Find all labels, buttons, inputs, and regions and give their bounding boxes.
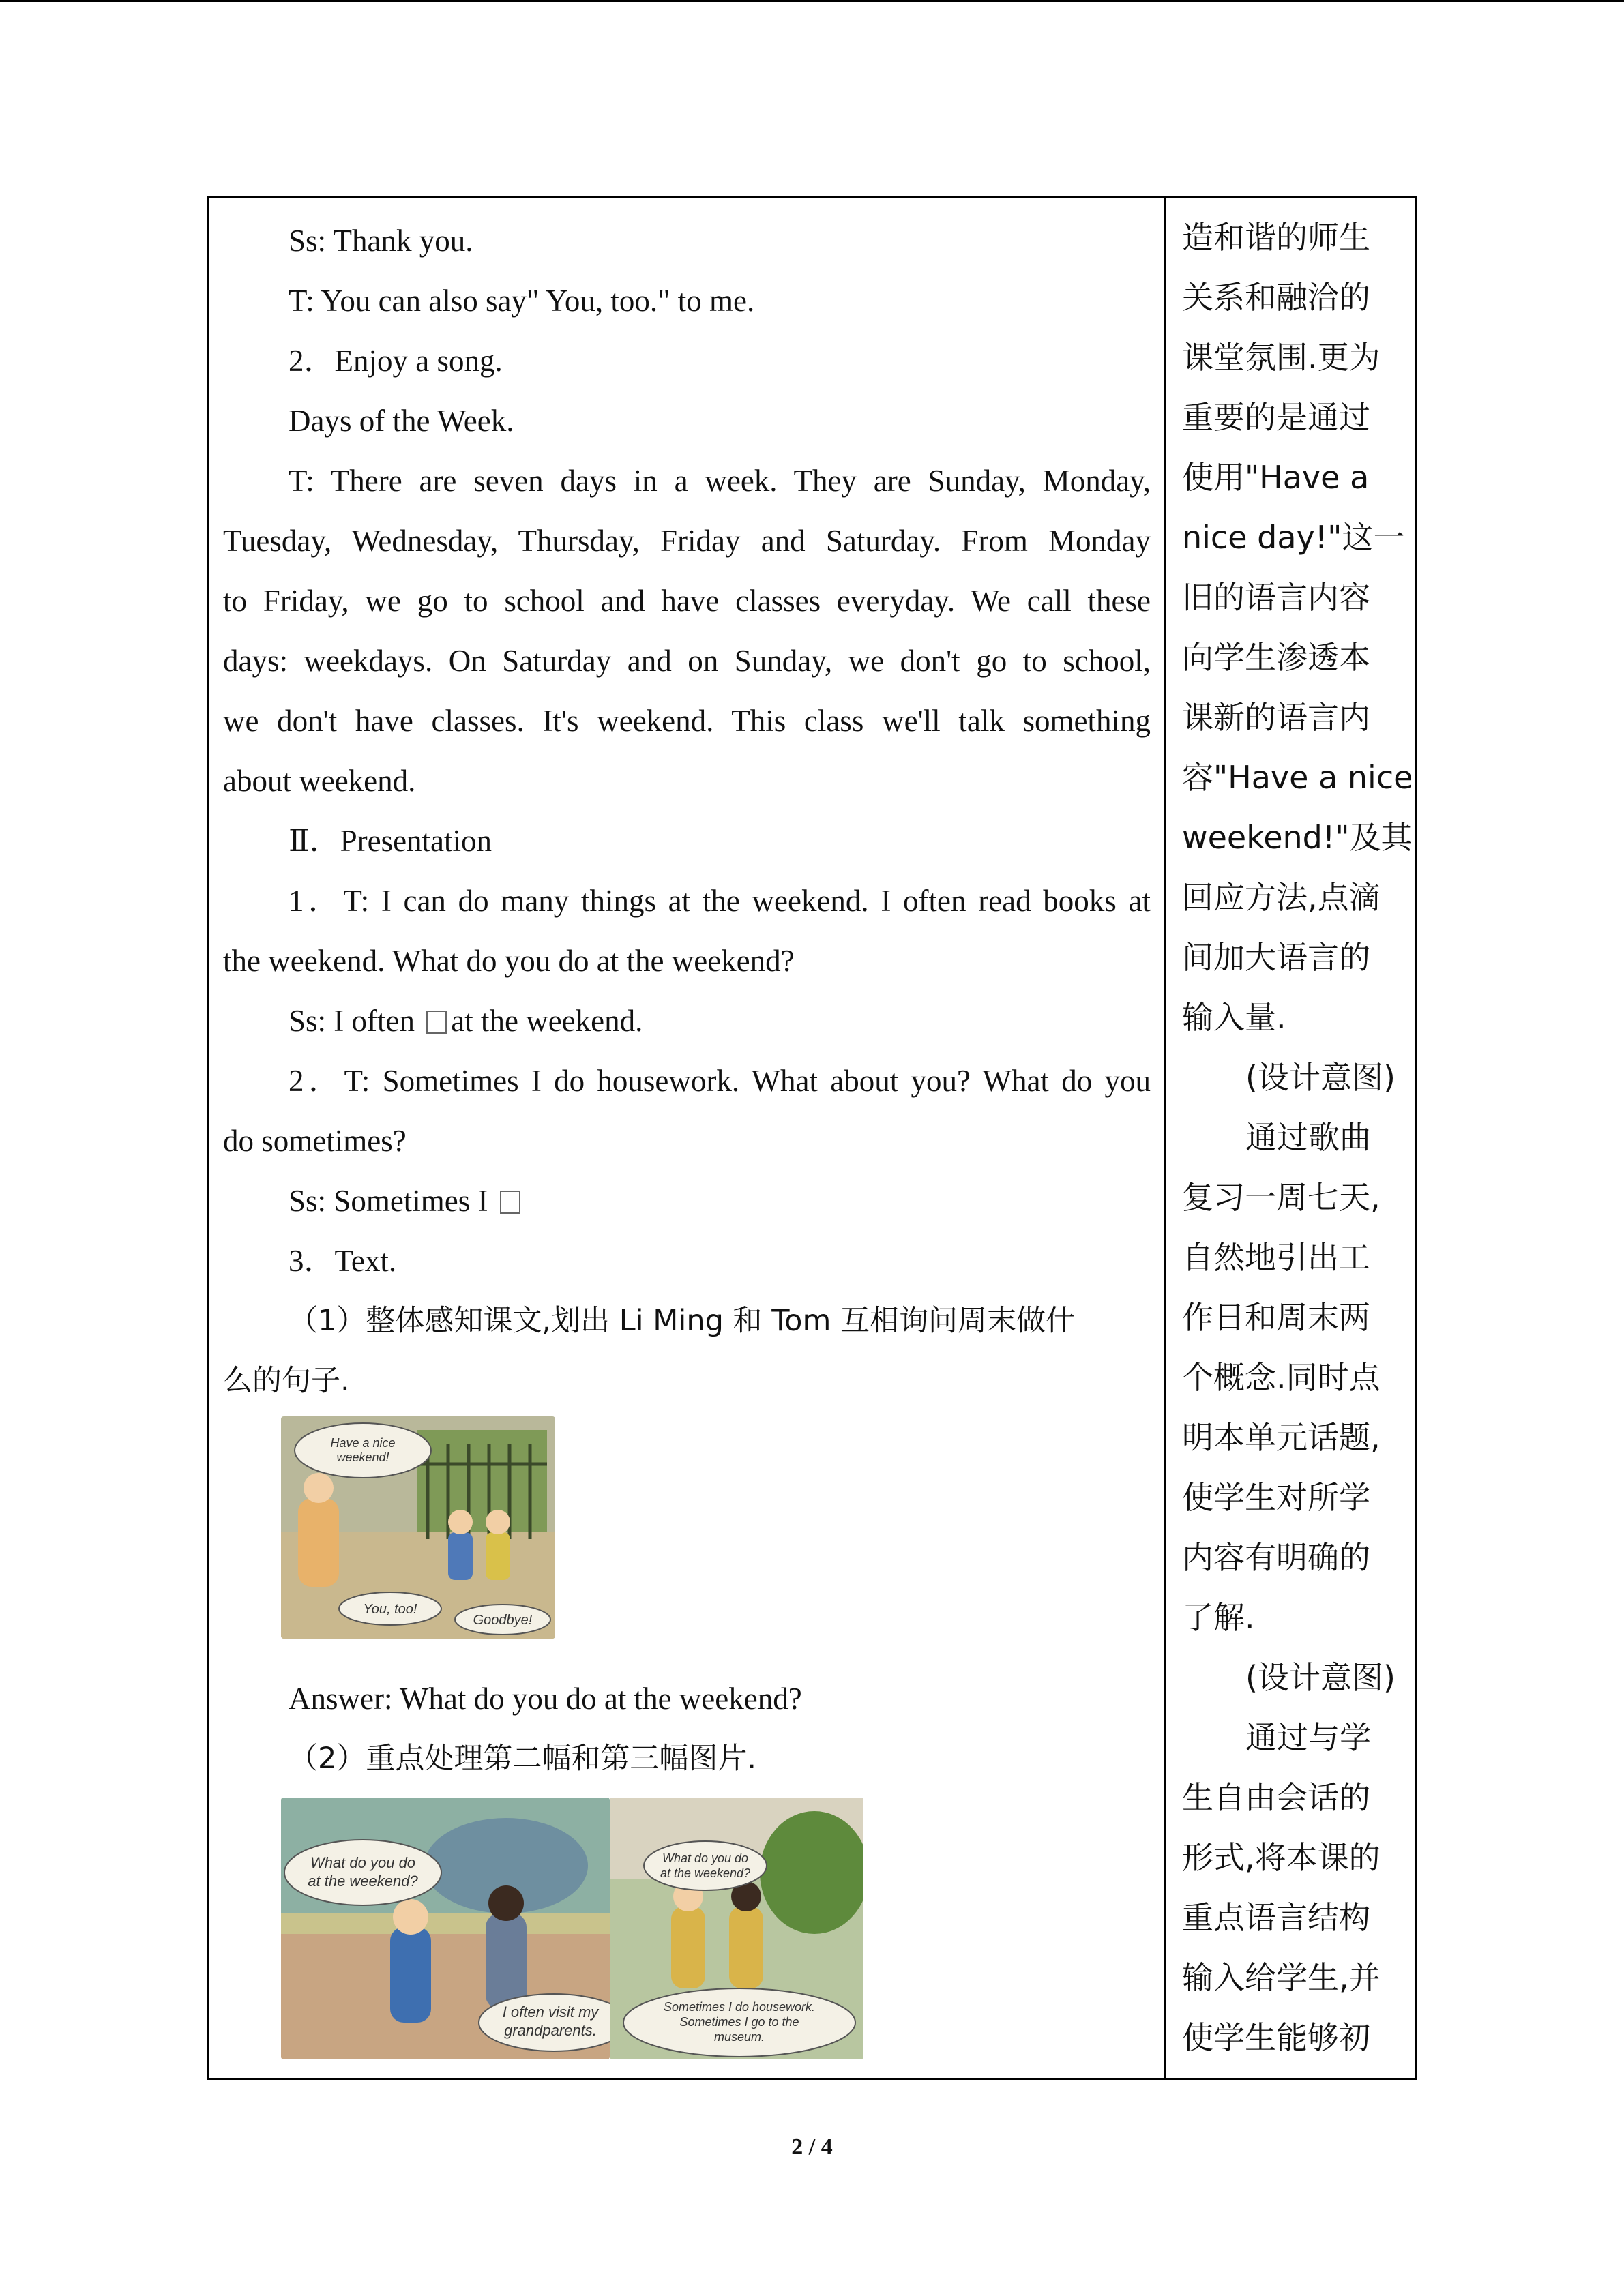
note-line: 通过与学 — [1245, 1719, 1371, 1756]
note-line: 自然地引出工 — [1182, 1239, 1370, 1276]
svg-text:I often visit my: I often visit my — [502, 2003, 599, 2021]
note-line: 回应方法,点滴 — [1182, 879, 1381, 916]
answer-line: Answer: What do you do at the weekend? — [289, 1682, 802, 1716]
svg-text:You, too!: You, too! — [363, 1602, 417, 1617]
svg-text:museum.: museum. — [713, 2030, 765, 2044]
note-line: 生自由会话的 — [1182, 1779, 1370, 1816]
note-line: 旧的语言内容 — [1182, 579, 1370, 616]
textbook-picture-1 — [281, 1416, 555, 1639]
task-line: （2）重点处理第二幅和第三幅图片. — [289, 1742, 757, 1776]
note-line: 容"Have a nice — [1182, 759, 1413, 796]
dialog-line: Ss: Thank you. — [289, 224, 473, 258]
note-line: 复习一周七天, — [1182, 1179, 1381, 1216]
svg-text:What do you do: What do you do — [310, 1854, 416, 1871]
note-line: 课新的语言内 — [1182, 699, 1370, 736]
blank-box — [500, 1191, 520, 1214]
note-line: 通过歌曲 — [1245, 1119, 1371, 1156]
note-line: 作日和周末两 — [1182, 1299, 1370, 1336]
task-line: （1）整体感知课文,划出 Li Ming 和 Tom 互相询问周末做什 — [289, 1304, 1076, 1338]
paragraph-line: Tuesday, Wednesday, Thursday, Friday and Saturday. From Monday — [223, 524, 1151, 558]
note-line: nice day!"这一 — [1182, 519, 1405, 556]
svg-text:What do you do: What do you do — [662, 1851, 749, 1865]
svg-text:Goodbye!: Goodbye! — [473, 1613, 533, 1628]
song-title: Days of the Week. — [289, 404, 514, 438]
svg-text:Sometimes I do housework.: Sometimes I do housework. — [663, 2000, 816, 2014]
dialog-line: T: You can also say" You, too." to me. — [289, 284, 755, 318]
note-line: 输入给学生,并 — [1182, 1959, 1381, 1996]
paragraph-line: do sometimes? — [223, 1124, 407, 1158]
column-divider — [1164, 196, 1166, 2080]
page-number: 2 / 4 — [791, 2134, 833, 2160]
note-line: weekend!"及其 — [1182, 819, 1413, 856]
student-response: Ss: I often at the weekend. — [289, 1004, 643, 1038]
paragraph-line: T: There are seven days in a week. They are Sunday, Monday, — [289, 464, 1151, 498]
note-line: 输入量. — [1182, 999, 1286, 1036]
note-line: 向学生渗透本 — [1182, 639, 1370, 676]
note-line: 内容有明确的 — [1182, 1539, 1370, 1576]
paragraph-line: days: weekdays. On Saturday and on Sunday, we don't go to school, — [223, 644, 1151, 678]
paragraph-line: 1．T: I can do many things at the weekend. I often read books at — [289, 884, 1151, 918]
task-line: 么的句子. — [223, 1364, 350, 1398]
student-response: Ss: Sometimes I — [289, 1171, 525, 1231]
svg-text:Sometimes I go to the: Sometimes I go to the — [679, 2015, 799, 2029]
note-line: 课堂氛围.更为 — [1182, 339, 1381, 376]
blank-box — [426, 1011, 447, 1034]
svg-text:at the weekend?: at the weekend? — [660, 1866, 751, 1880]
note-line: 使学生对所学 — [1182, 1479, 1370, 1516]
note-line: 重要的是通过 — [1182, 399, 1370, 436]
note-line: 使用"Have a — [1182, 459, 1370, 496]
paragraph-line: about weekend. — [223, 764, 416, 798]
svg-text:Have a nice: Have a nice — [330, 1436, 396, 1450]
note-line: 形式,将本课的 — [1182, 1839, 1381, 1876]
note-line: 间加大语言的 — [1182, 939, 1370, 976]
top-border — [0, 0, 1624, 2]
note-line: 重点语言结构 — [1182, 1899, 1370, 1936]
svg-text:at the weekend?: at the weekend? — [308, 1873, 418, 1890]
note-line: 关系和融洽的 — [1182, 279, 1370, 316]
paragraph-line: to Friday, we go to school and have classes everyday. We call these — [223, 584, 1151, 618]
step-heading: 2．Enjoy a song. — [289, 344, 503, 378]
note-line: 使学生能够初 — [1182, 2019, 1370, 2056]
note-line: 个概念.同时点 — [1182, 1359, 1381, 1396]
svg-text:grandparents.: grandparents. — [504, 2022, 597, 2039]
textbook-picture-3 — [610, 1798, 863, 2059]
note-line: 造和谐的师生 — [1182, 219, 1370, 256]
design-intent-label: (设计意图) — [1245, 1059, 1396, 1096]
textbook-picture-2 — [281, 1798, 610, 2059]
paragraph-line: we don't have classes. It's weekend. This class we'll talk something — [223, 704, 1151, 738]
paragraph-line: 2．T: Sometimes I do housework. What about you? What do you — [289, 1064, 1151, 1098]
section-heading: Ⅱ．Presentation — [289, 824, 492, 858]
note-line: 明本单元话题, — [1182, 1419, 1381, 1456]
svg-text:weekend!: weekend! — [336, 1450, 389, 1464]
step-heading: 3．Text. — [289, 1244, 397, 1278]
note-line: 了解. — [1182, 1599, 1255, 1636]
paragraph-line: the weekend. What do you do at the weekend? — [223, 944, 795, 978]
design-intent-label: (设计意图) — [1245, 1659, 1396, 1696]
